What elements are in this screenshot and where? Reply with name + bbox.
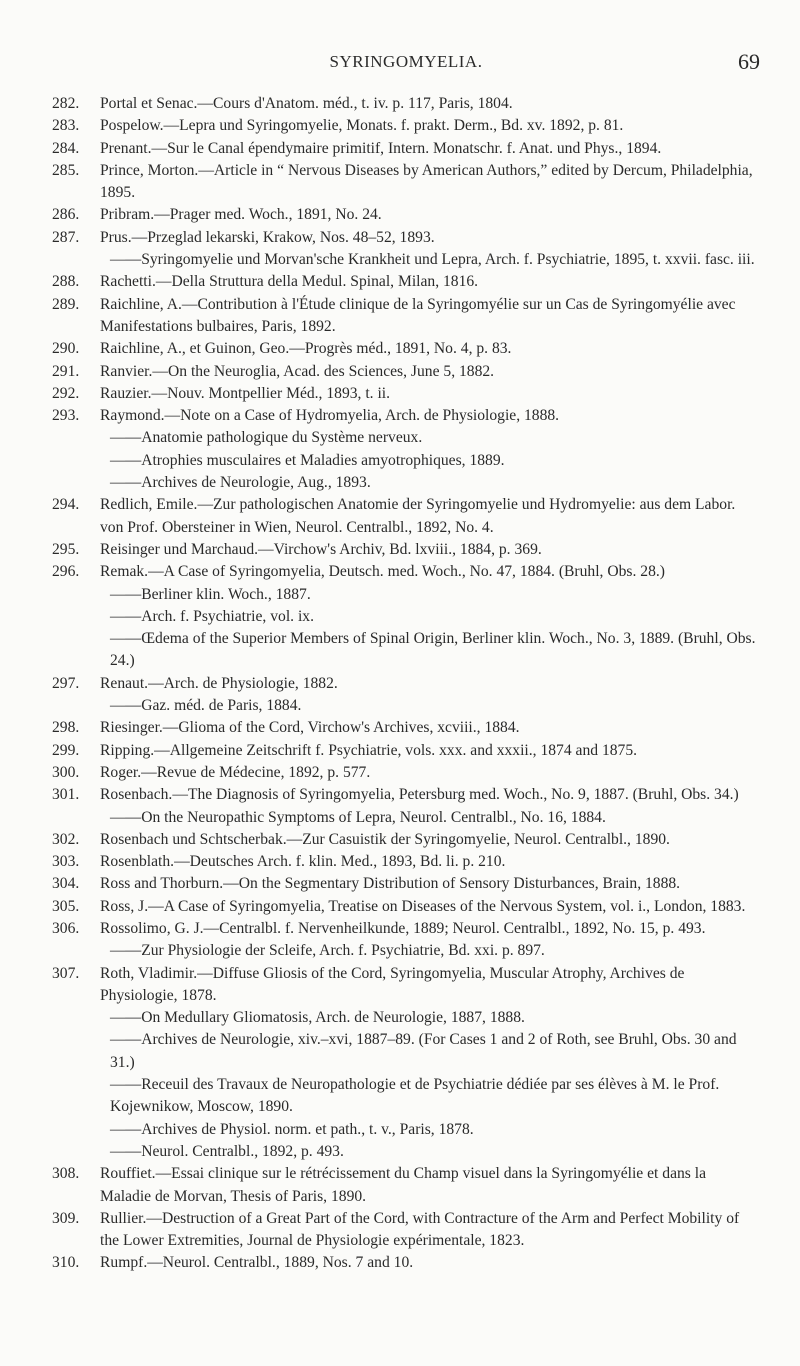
reference-entry — [52, 673, 760, 718]
reference-citation: Roger.—Revue de Médecine, 1892, p. 577. — [100, 763, 371, 781]
reference-citation: Rosenblath.—Deutsches Arch. f. klin. Med., 1893, Bd. li. p. 210. — [100, 853, 506, 871]
reference-number: 306. — [52, 919, 80, 937]
reference-number: 307. — [52, 964, 80, 982]
reference-entry — [52, 138, 760, 160]
reference-subcitation: ——Anatomie pathologique du Système nerveux. — [110, 429, 423, 447]
page-number: 69 — [738, 49, 760, 74]
reference-number: 290. — [52, 340, 80, 358]
reference-number: 282. — [52, 95, 80, 112]
reference-citation: Ranvier.—On the Neuroglia, Acad. des Sciences, June 5, 1882. — [100, 362, 495, 380]
reference-subcitation: ——Atrophies musculaires et Maladies amyotrophiques, 1889. — [110, 451, 505, 469]
reference-number: 284. — [52, 139, 80, 157]
reference-subcitation: ——Arch. f. Psychiatrie, vol. ix. — [110, 607, 314, 625]
reference-citation: Ross and Thorburn.—On the Segmentary Distribution of Sensory Disturbances, Brain, 1888. — [100, 875, 681, 893]
reference-subcitation: ——Œdema of the Superior Members of Spinal Origin, Berliner klin. Woch., No. 3, 1889. (Bruhl, Obs. 24.) — [110, 630, 756, 670]
reference-number: 293. — [52, 407, 80, 425]
reference-number: 288. — [52, 273, 80, 291]
reference-number: 300. — [52, 763, 80, 781]
reference-number: 299. — [52, 741, 80, 759]
reference-number: 287. — [52, 228, 80, 246]
reference-citation: Rossolimo, G. J.—Centralbl. f. Nervenheilkunde, 1889; Neurol. Centralbl., 1892, No. 15, p. 493. — [100, 919, 706, 937]
reference-number: 283. — [52, 117, 80, 135]
running-title: SYRINGOMYELIA. — [329, 52, 483, 71]
reference-citation: Roth, Vladimir.—Diffuse Gliosis of the Cord, Syringomyelia, Muscular Atrophy, Archives de Physiologie, 1878. — [100, 964, 685, 1004]
reference-citation: Remak.—A Case of Syringomyelia, Deutsch. med. Woch., No. 47, 1884. (Bruhl, Obs. 28.) — [100, 563, 665, 581]
reference-citation: Rauzier.—Nouv. Montpellier Méd., 1893, t. ii. — [100, 384, 391, 402]
reference-number: 301. — [52, 786, 80, 804]
reference-entry — [52, 115, 760, 137]
reference-citation: Prus.—Przeglad lekarski, Krakow, Nos. 48–52, 1893. — [100, 228, 435, 246]
reference-entry — [52, 963, 760, 1164]
reference-citation: Rosenbach.—The Diagnosis of Syringomyelia, Petersburg med. Woch., No. 9, 1887. (Bruhl, Obs. 34.) — [100, 786, 739, 804]
reference-entry — [52, 851, 760, 873]
reference-subcitation: ——Zur Physiologie der Scleife, Arch. f. Psychiatrie, Bd. xxi. p. 897. — [110, 942, 545, 960]
reference-citation: Raymond.—Note on a Case of Hydromyelia, Arch. de Physiologie, 1888. — [100, 407, 560, 425]
reference-entry — [52, 93, 760, 115]
reference-entry — [52, 361, 760, 383]
reference-entry — [52, 271, 760, 293]
reference-list — [52, 93, 760, 1275]
reference-number: 309. — [52, 1209, 80, 1227]
reference-number: 305. — [52, 897, 80, 915]
reference-number: 310. — [52, 1254, 80, 1272]
reference-number: 308. — [52, 1165, 80, 1183]
reference-entry — [52, 896, 760, 918]
reference-number: 291. — [52, 362, 80, 380]
reference-entry — [52, 539, 760, 561]
reference-citation: Rachetti.—Della Struttura della Medul. Spinal, Milan, 1816. — [100, 273, 479, 291]
reference-citation: Raichline, A., et Guinon, Geo.—Progrès méd., 1891, No. 4, p. 83. — [100, 340, 512, 358]
reference-entry — [52, 740, 760, 762]
reference-citation: Ripping.—Allgemeine Zeitschrift f. Psychiatrie, vols. xxx. and xxxii., 1874 and 1875. — [100, 741, 638, 759]
reference-citation: Prince, Morton.—Article in “ Nervous Diseases by American Authors,” edited by Dercum, Philadelphia, 1895. — [100, 161, 753, 202]
reference-citation: Rouffiet.—Essai clinique sur le rétrécissement du Champ visuel dans la Syringomyélie et dans la Maladie de Morvan, Thesis of Paris, 1890. — [100, 1165, 707, 1205]
reference-number: 304. — [52, 875, 80, 893]
reference-citation: Rosenbach und Schtscherbak.—Zur Casuistik der Syringomyelie, Neurol. Centralbl., 1890. — [100, 830, 670, 848]
reference-entry — [52, 918, 760, 963]
reference-subcitation: ——Gaz. méd. de Paris, 1884. — [110, 697, 302, 715]
reference-entry — [52, 204, 760, 226]
reference-entry — [52, 1208, 760, 1253]
reference-entry — [52, 1252, 760, 1274]
reference-number: 289. — [52, 295, 80, 313]
reference-citation: Riesinger.—Glioma of the Cord, Virchow's Archives, xcviii., 1884. — [100, 719, 520, 737]
reference-subcitation: ——On the Neuropathic Symptoms of Lepra, Neurol. Centralbl., No. 16, 1884. — [110, 808, 606, 826]
reference-number: 296. — [52, 563, 80, 581]
reference-entry — [52, 717, 760, 739]
reference-citation: Rumpf.—Neurol. Centralbl., 1889, Nos. 7 and 10. — [100, 1254, 414, 1272]
reference-entry — [52, 561, 760, 672]
reference-number: 285. — [52, 161, 80, 179]
page-header — [52, 49, 760, 76]
reference-entry — [52, 160, 760, 205]
reference-citation: Pribram.—Prager med. Woch., 1891, No. 24. — [100, 206, 382, 224]
reference-entry — [52, 829, 760, 851]
reference-subcitation: ——On Medullary Gliomatosis, Arch. de Neurologie, 1887, 1888. — [110, 1009, 525, 1027]
reference-citation: Raichline, A.—Contribution à l'Étude clinique de la Syringomyélie sur un Cas de Syringomyélie avec Manifestations bulbaires, Paris, 1892. — [100, 295, 736, 335]
reference-citation: Reisinger und Marchaud.—Virchow's Archiv, Bd. lxviii., 1884, p. 369. — [100, 540, 542, 558]
reference-number: 302. — [52, 830, 80, 848]
reference-citation: Prenant.—Sur le Canal épendymaire primitif, Intern. Monatschr. f. Anat. und Phys., 1894. — [100, 139, 662, 157]
reference-subcitation: ——Archives de Physiol. norm. et path., t. v., Paris, 1878. — [110, 1120, 474, 1138]
reference-citation: Ross, J.—A Case of Syringomyelia, Treatise on Diseases of the Nervous System, vol. i., London, 1883. — [100, 897, 746, 915]
reference-number: 294. — [52, 496, 80, 514]
reference-number: 298. — [52, 719, 80, 737]
reference-entry — [52, 383, 760, 405]
reference-citation: Portal et Senac.—Cours d'Anatom. méd., t. iv. p. 117, Paris, 1804. — [100, 95, 513, 112]
reference-entry — [52, 1163, 760, 1208]
reference-citation: Rullier.—Destruction of a Great Part of the Cord, with Contracture of the Arm and Perfect Mobility of the Lower Extremities, Journal de Physiologie expérimentale, 1823. — [100, 1209, 740, 1250]
reference-entry — [52, 294, 760, 339]
reference-entry — [52, 338, 760, 360]
reference-subcitation: ——Berliner klin. Woch., 1887. — [110, 585, 311, 603]
reference-entry — [52, 762, 760, 784]
reference-entry — [52, 405, 760, 494]
reference-number: 297. — [52, 674, 80, 692]
reference-entry — [52, 494, 760, 539]
reference-number: 286. — [52, 206, 80, 224]
reference-citation: Renaut.—Arch. de Physiologie, 1882. — [100, 674, 338, 692]
reference-subcitation: ——Neurol. Centralbl., 1892, p. 493. — [110, 1142, 344, 1160]
reference-number: 303. — [52, 853, 80, 871]
reference-number: 295. — [52, 540, 80, 558]
reference-subcitation: ——Archives de Neurologie, Aug., 1893. — [110, 474, 371, 492]
reference-subcitation: ——Archives de Neurologie, xiv.–xvi, 1887–89. (For Cases 1 and 2 of Roth, see Bruhl, Obs. 30 and 31.) — [110, 1031, 737, 1071]
reference-entry — [52, 873, 760, 895]
reference-subcitation: ——Syringomyelie und Morvan'sche Krankheit und Lepra, Arch. f. Psychiatrie, 1895, t. xxvii. fasc. iii. — [110, 251, 755, 269]
reference-citation: Pospelow.—Lepra und Syringomyelie, Monats. f. prakt. Derm., Bd. xv. 1892, p. 81. — [100, 117, 624, 135]
reference-number: 292. — [52, 384, 80, 402]
reference-citation: Redlich, Emile.—Zur pathologischen Anatomie der Syringomyelie und Hydromyelie: aus dem Labor. von Prof. Obersteiner in Wien, Neurol. Centralbl., 1892, No. 4. — [100, 496, 736, 536]
reference-subcitation: ——Receuil des Travaux de Neuropathologie et de Psychiatrie dédiée par ses élèves à M. le Prof. Kojewnikow, Moscow, 1890. — [110, 1076, 720, 1116]
reference-entry — [52, 784, 760, 829]
reference-entry — [52, 227, 760, 272]
